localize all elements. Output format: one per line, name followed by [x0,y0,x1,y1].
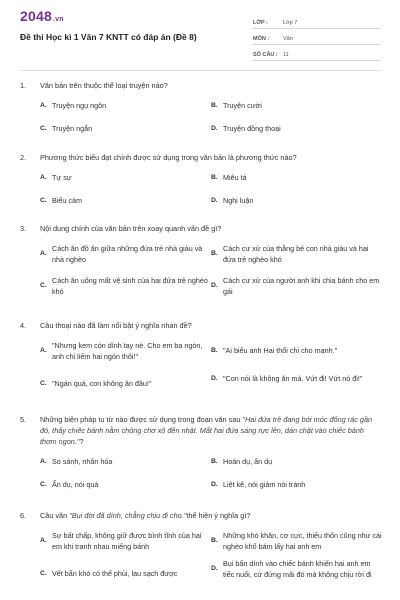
option-b[interactable] [211,531,383,552]
header-divider [20,70,382,71]
option-b[interactable] [211,101,383,112]
option-letter: A. [40,174,47,181]
option-d[interactable] [211,124,383,135]
option-text: Hoán dụ, ẩn dụ [223,457,273,466]
option-d[interactable] [211,480,383,491]
question-4 [20,320,382,409]
option-text: Truyện đồng thoại [223,124,281,133]
option-a[interactable] [40,531,212,552]
option-text: Nghị luận [223,196,254,205]
option-letter: B. [211,250,218,258]
option-a[interactable] [40,173,212,184]
option-b[interactable] [211,244,383,265]
option-letter: D. [211,282,218,290]
meta-row-subject [253,29,381,45]
option-text: Sự bất chấp, không giữ được bình tĩnh của hai em khi tranh nhau miếng bánh [52,531,202,551]
option-text: "Nhưng kem còn dính tay nè. Cho em ba ngón, anh chỉ liếm hai ngón thôi!" [52,341,203,361]
option-letter: A. [40,102,47,109]
question-2 [20,152,382,213]
question-stem [20,80,382,91]
question-3 [20,223,382,312]
question-6 [20,510,382,600]
option-c[interactable] [40,196,212,207]
question-number: 2. [20,153,27,162]
option-b[interactable] [211,457,383,468]
options [20,531,382,600]
option-text: "Ai biểu anh Hai thổi chi cho mạnh." [223,346,338,355]
option-text: Miêu tả [223,173,247,182]
option-letter: B. [211,102,218,109]
options [20,341,382,409]
quoted-passage: "Hai đứa trẻ đang bới móc đống rác gần đó, thấy chiếc bánh nằm chỏng chơ xô đến nhặt. Mắt hai đứa sáng rực lên, dán chặt vào chiếc bánh thơm ngon." [40,415,373,446]
option-letter: D. [211,481,218,488]
option-d[interactable] [211,196,383,207]
meta-value: 11 [283,52,289,58]
option-c[interactable] [40,124,212,135]
question-number: 6. [20,511,27,520]
option-text: "Con nói là không ăn mà. Vứt đi! Vứt nó đi!" [223,374,363,383]
question-stem [20,414,382,447]
option-d[interactable] [211,559,383,580]
option-b[interactable] [211,346,383,357]
question-stem [20,510,382,521]
meta-key: LỚP : [253,20,268,26]
question-text [40,414,382,447]
exam-title: Đề thi Học kì 1 Văn 7 KNTT có đáp án (Đề 8) [20,32,197,42]
option-letter: C. [40,570,47,577]
question-text-end: thể hiện ý nghĩa gì? [186,511,251,520]
option-a[interactable] [40,244,212,265]
question-5 [20,414,382,497]
question-1 [20,80,382,141]
option-a[interactable] [40,457,212,468]
question-stem [20,320,382,331]
question-number: 4. [20,321,27,330]
option-text: Tự sự [52,173,72,182]
option-c[interactable] [40,569,212,580]
option-letter: A. [40,537,47,545]
quoted-passage: "Bụi đời đã dính, chẳng chịu đi cho." [69,511,187,520]
question-text [40,510,382,521]
meta-value: Lớp 7 [283,20,298,26]
option-text: Truyện ngụ ngôn [52,101,107,110]
question-text: Câu thoại nào đã làm nổi bật ý nghĩa nhan đề? [40,321,192,330]
exam-meta [253,13,381,61]
option-text: So sánh, nhân hóa [52,457,113,466]
option-d[interactable] [211,374,383,385]
option-letter: C. [40,380,47,387]
option-text: Cách ăn uống mất vệ sinh của hai đứa trẻ nghèo khó [52,276,208,296]
option-a[interactable] [40,101,212,112]
option-letter: A. [40,250,47,258]
question-text: Phương thức biểu đạt chính được sử dụng trong văn bản là phương thức nào? [40,153,297,162]
option-letter: C. [40,282,47,290]
question-text-end: ? [79,437,84,446]
option-c[interactable] [40,276,212,297]
meta-key: MÔN : [253,36,270,42]
question-number: 1. [20,81,27,90]
option-letter: C. [40,481,47,488]
option-text: Liệt kê, nói giảm nói tránh [223,480,306,489]
meta-row-class [253,13,381,29]
option-letter: D. [211,125,218,132]
option-letter: B. [211,347,218,354]
options [20,101,382,141]
option-letter: D. [211,565,218,573]
site-logo[interactable] [20,8,64,24]
option-d[interactable] [211,276,383,297]
option-letter: A. [40,458,47,465]
options [20,244,382,312]
question-text-plain: Những biện pháp tu từ nào được sử dụng trong đoạn văn sau [40,415,243,424]
logo-text: 2048 [20,8,52,24]
option-letter: A. [40,347,47,355]
option-text: Ẩn dụ, nói quá [52,480,99,489]
meta-key: SỐ CÂU : [253,52,278,58]
option-text: Truyện cười [223,101,262,110]
option-letter: C. [40,125,47,132]
options [20,173,382,213]
option-text: Truyện ngắn [52,124,93,133]
logo-suffix: .vn [52,16,64,23]
option-a[interactable] [40,341,212,362]
option-letter: D. [211,197,218,204]
question-number: 3. [20,224,27,233]
question-stem [20,223,382,234]
option-letter: C. [40,197,47,204]
question-text: Văn bản trên thuộc thể loại truyện nào? [40,81,168,90]
options [20,457,382,497]
option-b[interactable] [211,173,383,184]
question-number: 5. [20,415,27,424]
meta-row-count [253,45,381,61]
question-stem [20,152,382,163]
option-text: Những khó khăn, cơ cực, thiếu thốn cũng như cái nghèo khổ bám lấy hai anh em [223,531,382,551]
option-c[interactable] [40,480,212,491]
option-text: Bụi bẩn dính vào chiếc bánh khiến hai anh em tiếc nuối, cứ đứng mãi đó mà không chịu rời đi [223,559,372,579]
option-text: Vết bẩn khó có thể phủi, lau sạch được [52,569,178,578]
option-text: Cách cư xử của người anh khi chia bánh cho em gái [223,276,380,296]
page-header [0,0,400,62]
option-c[interactable] [40,379,212,390]
option-letter: B. [211,458,218,465]
option-letter: D. [211,375,218,382]
option-text: Biểu cảm [52,196,82,205]
option-text: Cách cư xử của thằng bé con nhà giàu và hai đứa trẻ nghèo khó [223,244,369,264]
option-text: "Ngán quá, con không ăn đâu!" [52,379,152,388]
question-text: Nội dung chính của văn bản trên xoay quanh vấn đề gì? [40,224,222,233]
option-text: Cách ăn đồ ăn giữa những đứa trẻ nhà giàu và nhà nghèo [52,244,203,264]
question-text-plain: Câu văn [40,511,70,520]
option-letter: B. [211,174,218,181]
meta-value: Văn [283,36,293,42]
option-letter: B. [211,537,218,545]
